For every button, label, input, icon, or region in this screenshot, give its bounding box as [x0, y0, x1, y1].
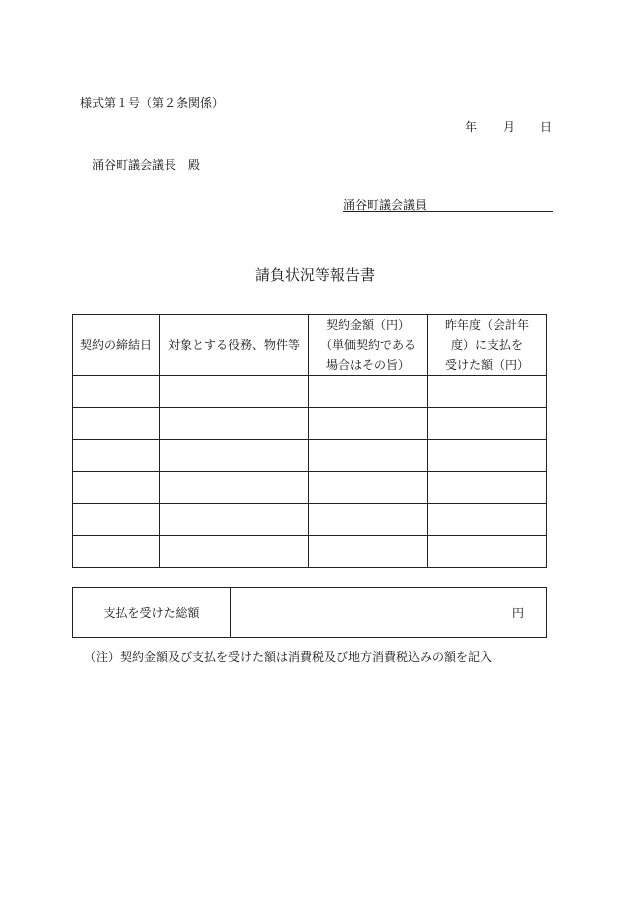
table-cell[interactable]	[73, 504, 160, 536]
total-amount-unit: 円	[511, 606, 524, 620]
table-cell[interactable]	[160, 536, 309, 568]
table-cell[interactable]	[73, 472, 160, 504]
document-title: 請負状況等報告書	[254, 266, 375, 284]
header-last-year-paid: 昨年度（会計年 度）に支払を 受けた額（円）	[428, 315, 547, 376]
table-cell[interactable]	[309, 504, 428, 536]
table-cell[interactable]	[428, 504, 547, 536]
date-day: 日	[540, 120, 553, 134]
total-amount-table	[72, 587, 547, 638]
table-cell[interactable]	[160, 376, 309, 408]
table-cell[interactable]	[160, 408, 309, 440]
table-cell[interactable]	[73, 440, 160, 472]
header-contract-date: 契約の締結日	[73, 315, 160, 376]
table-cell[interactable]	[160, 472, 309, 504]
table-row	[73, 408, 547, 440]
header-target-service: 対象とする役務、物件等	[160, 315, 309, 376]
table-cell[interactable]	[309, 408, 428, 440]
total-amount-row	[73, 588, 547, 638]
header-contract-amount: 契約金額（円） （単価契約である 場合はその旨）	[309, 315, 428, 376]
table-cell[interactable]	[309, 536, 428, 568]
table-row	[73, 536, 547, 568]
table-cell[interactable]	[309, 440, 428, 472]
table-cell[interactable]	[428, 376, 547, 408]
table-row	[73, 376, 547, 408]
table-cell[interactable]	[309, 472, 428, 504]
table-header-row	[73, 315, 547, 376]
table-cell[interactable]	[428, 536, 547, 568]
table-row	[73, 440, 547, 472]
table-cell[interactable]	[73, 536, 160, 568]
table-cell[interactable]	[73, 408, 160, 440]
table-row	[73, 504, 547, 536]
footnote: （注）契約金額及び支払を受けた額は消費税及び地方消費税込みの額を記入	[84, 650, 493, 664]
table-cell[interactable]	[428, 472, 547, 504]
date-year: 年	[465, 120, 478, 134]
signature-line[interactable]	[343, 211, 553, 212]
addressee: 涌谷町議会議長 殿	[92, 158, 201, 172]
table-row	[73, 472, 547, 504]
table-cell[interactable]	[309, 376, 428, 408]
table-cell[interactable]	[160, 504, 309, 536]
date-month: 月	[503, 120, 516, 134]
table-cell[interactable]	[73, 376, 160, 408]
total-amount-label: 支払を受けた総額	[73, 588, 231, 638]
contract-table	[72, 314, 547, 568]
table-cell[interactable]	[428, 440, 547, 472]
form-number: 様式第１号（第２条関係）	[80, 96, 225, 110]
total-amount-field[interactable]	[231, 588, 547, 638]
member-label: 涌谷町議会議員	[343, 198, 428, 212]
table-cell[interactable]	[160, 440, 309, 472]
table-cell[interactable]	[428, 408, 547, 440]
